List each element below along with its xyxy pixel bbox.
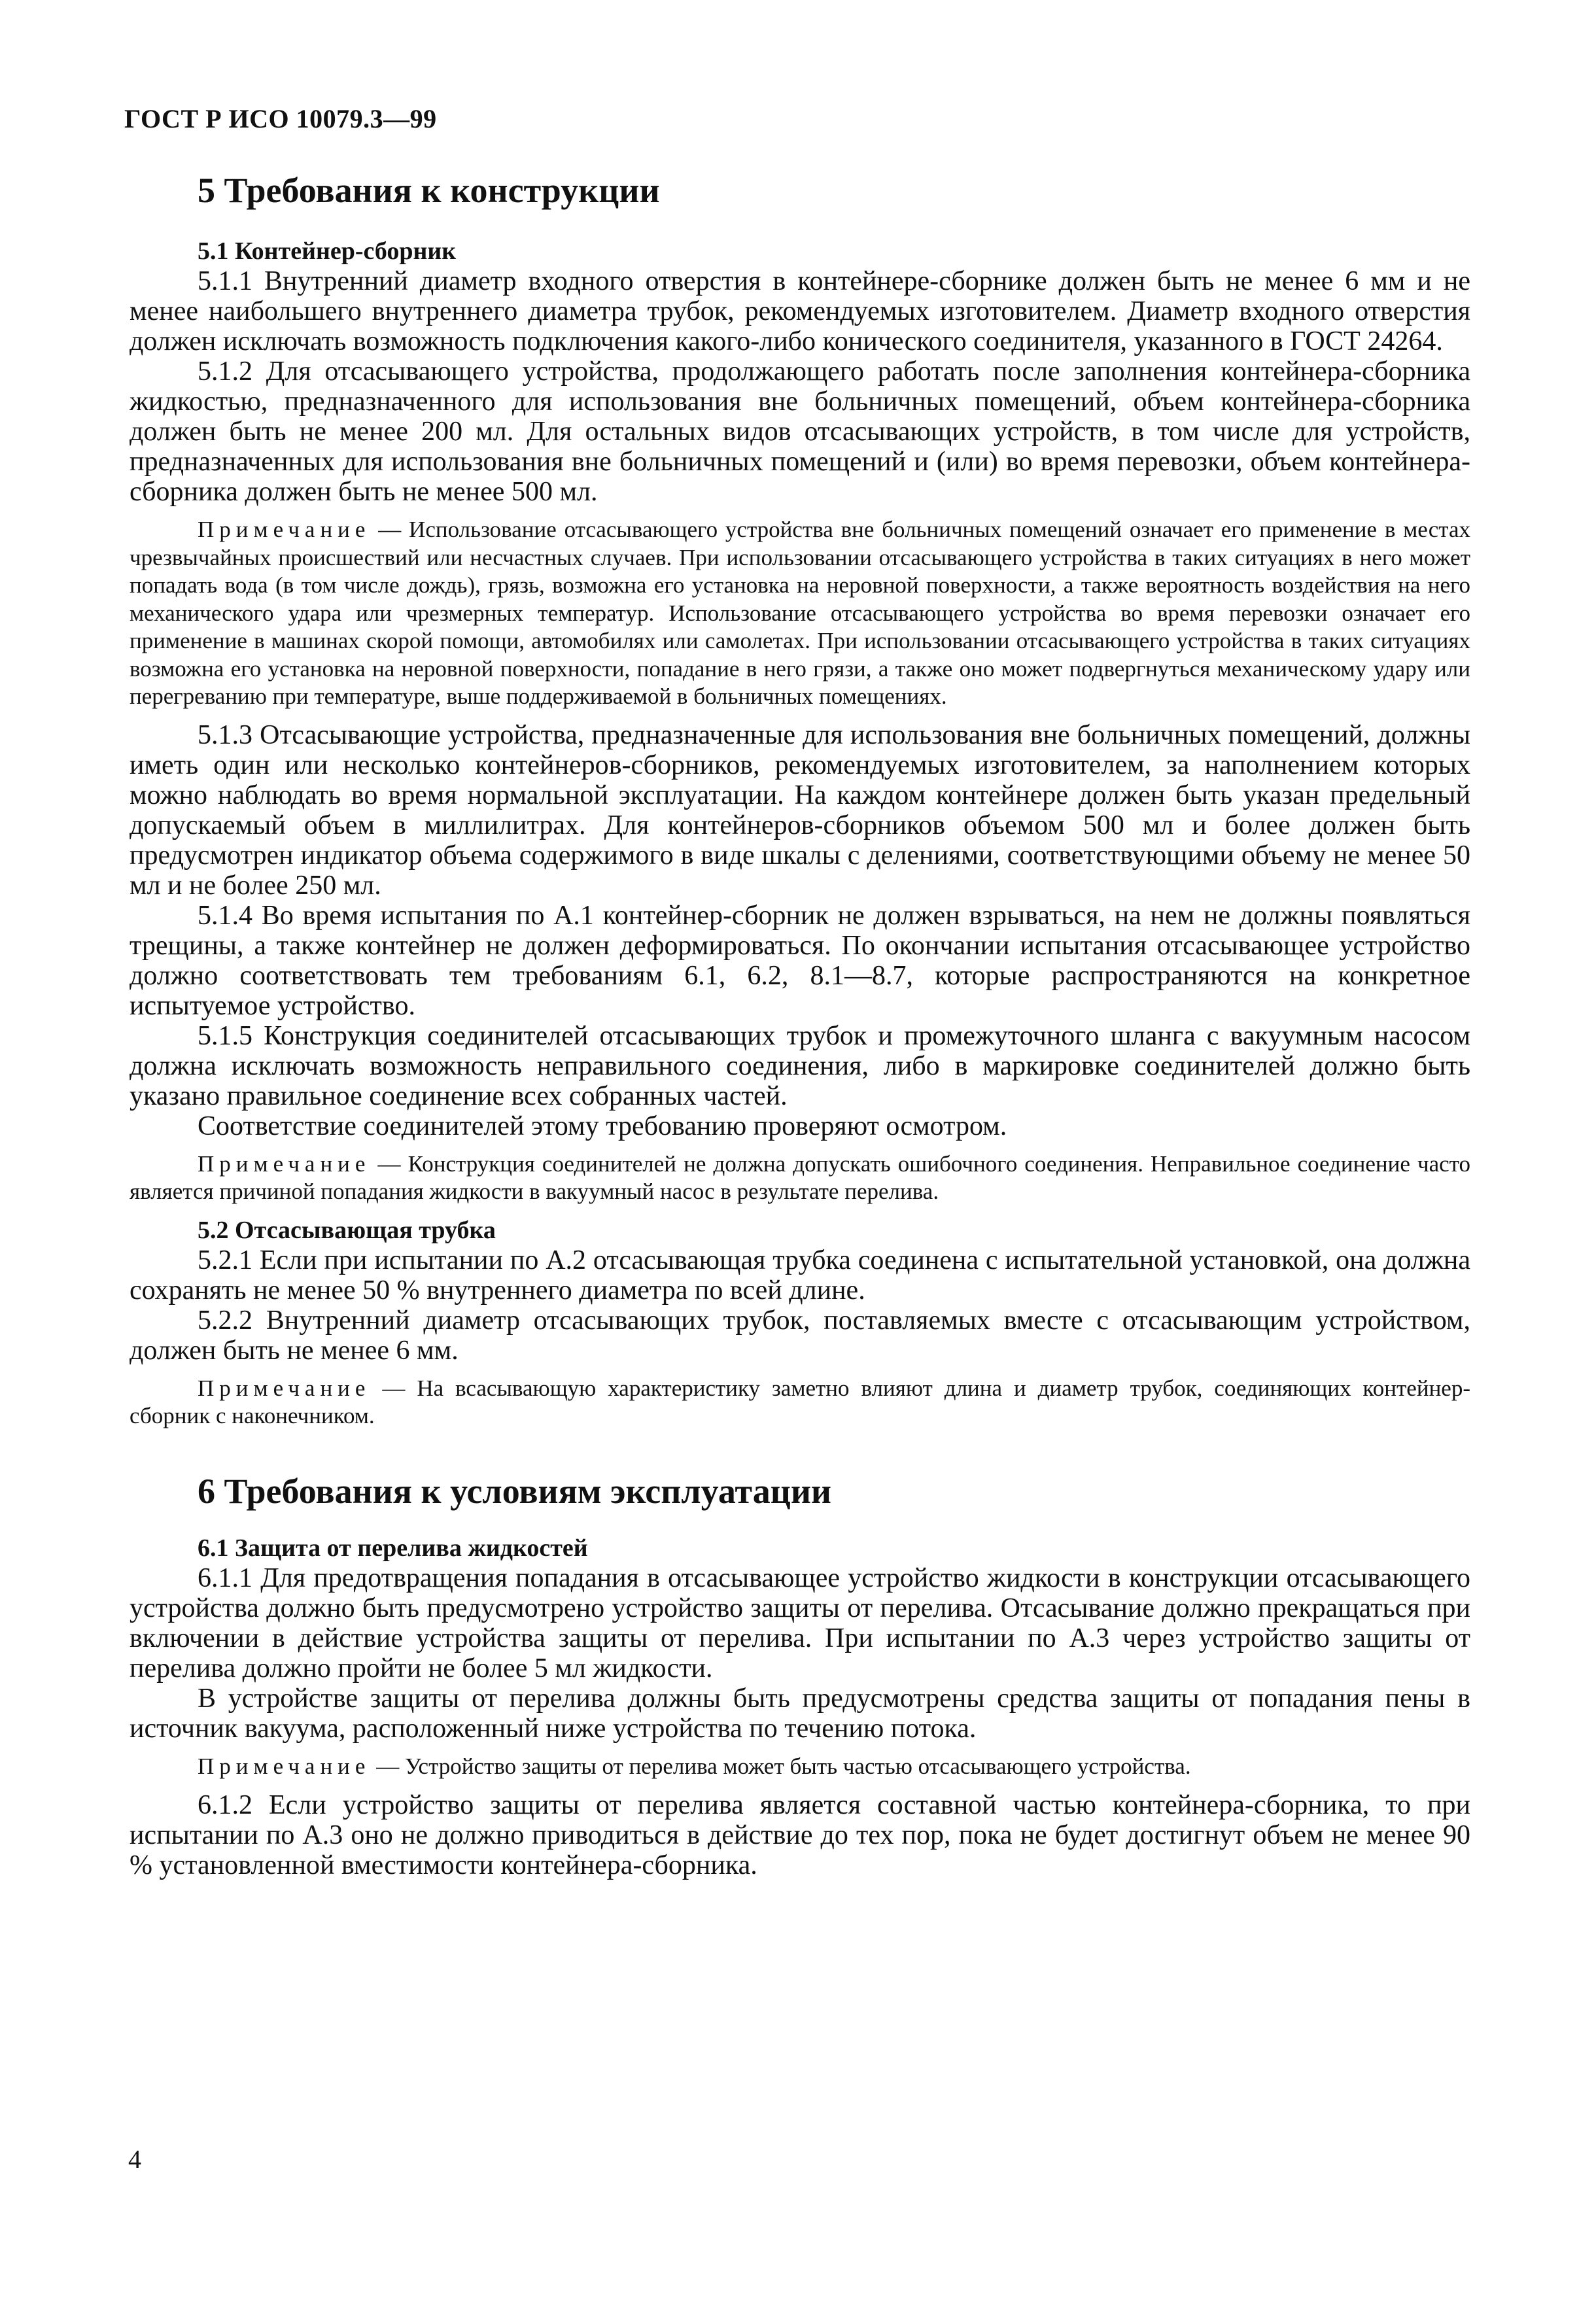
note-2 bbox=[130, 1150, 1470, 1206]
paragraph-5-1-5: 5.1.5 Конструкция соединителей отсасывающих трубок и промежуточного шланга с вакуумным насосом должна исключать возможность неправильного соединения, либо в маркировке соединителей должно быть указано правильное соединение всех собранных частей. bbox=[130, 1020, 1470, 1111]
paragraph-6-1-1-foam: В устройстве защиты от перелива должны быть предусмотрены средства защиты от попадания пены в источник вакуума, расположенный ниже устройства по течению потока. bbox=[130, 1684, 1470, 1744]
paragraph-6-1-2: 6.1.2 Если устройство защиты от перелива является составной частью контейнера-сборника, то при испытании по А.3 оно не должно приводиться в действие до тех пор, пока не будет достигнут объем не менее 90 % установленной вместимости контейнера-сборника. bbox=[130, 1789, 1470, 1880]
page-number: 4 bbox=[128, 2145, 141, 2174]
document-header: ГОСТ Р ИСО 10079.3—99 bbox=[124, 104, 437, 133]
note-label: Примечание bbox=[198, 1753, 371, 1780]
note-2-text: — Конструкция соединителей не должна допускать ошибочного соединения. Неправильное соединение часто является причиной попадания жидкости в вакуумный насос в результате перелива. bbox=[130, 1150, 1470, 1205]
document-body bbox=[130, 171, 1470, 1880]
note-label: Примечание bbox=[198, 517, 371, 543]
subsection-5-1-title: 5.1 Контейнер-сборник bbox=[198, 237, 457, 266]
paragraph-5-2-1: 5.2.1 Если при испытании по А.2 отсасывающая трубка соединена с испытательной установкой, она должна сохранять не менее 50 % внутреннего диаметра по всей длине. bbox=[130, 1245, 1470, 1305]
subsection-5-2-title: 5.2 Отсасывающая трубка bbox=[198, 1216, 496, 1244]
note-1 bbox=[130, 516, 1470, 711]
paragraph-5-1-2: 5.1.2 Для отсасывающего устройства, продолжающего работать после заполнения контейнера-сборника жидкостью, предназначенного для использования вне больничных помещений, объем контейнера-сборника должен быть не менее 200 мл. Для остальных видов отсасывающих устройств, в том числе для устройств, предназначенных для использования вне больничных помещений и (или) во время перевозки, объем контейнера-сборника должен быть не менее 500 мл. bbox=[130, 356, 1470, 508]
section-5-title: 5 Требования к конструкции bbox=[198, 171, 660, 210]
note-label: Примечание bbox=[198, 1375, 371, 1401]
paragraph-5-1-1: 5.1.1 Внутренний диаметр входного отверстия в контейнере-сборнике должен быть не менее 6 мм и не менее наибольшего внутреннего диаметра трубок, рекомендуемых изготовителем. Диаметр входного отверстия должен исключать возможность подключения какого-либо конического соединителя, указанного в ГОСТ 24264. bbox=[130, 266, 1470, 357]
note-4 bbox=[130, 1753, 1470, 1781]
subsection-6-1-title: 6.1 Защита от перелива жидкостей bbox=[198, 1534, 588, 1563]
note-3-text: — На всасывающую характеристику заметно влияют длина и диаметр трубок, соединяющих контейнер-сборник с наконечником. bbox=[130, 1375, 1470, 1429]
paragraph-5-1-5-check: Соответствие соединителей этому требованию проверяют осмотром. bbox=[198, 1111, 1007, 1141]
paragraph-5-1-4: 5.1.4 Во время испытания по А.1 контейнер-сборник не должен взрываться, на нем не должны появляться трещины, а также контейнер не должен деформироваться. По окончании испытания отсасывающее устройство должно соответствовать тем требованиям 6.1, 6.2, 8.1—8.7, которые распространяются на конкретное испытуемое устройство. bbox=[130, 900, 1470, 1021]
paragraph-5-1-3: 5.1.3 Отсасывающие устройства, предназначенные для использования вне больничных помещений, должны иметь один или несколько контейнеров-сборников, рекомендуемых изготовителем, за наполнением которых можно наблюдать во время нормальной эксплуатации. На каждом контейнере должен быть указан предельный допускаемый объем в миллилитрах. Для контейнеров-сборников объемом 500 мл и более должен быть предусмотрен индикатор объема содержимого в виде шкалы с делениями, соответствующими объему не менее 50 мл и не более 250 мл. bbox=[130, 719, 1470, 901]
note-label: Примечание bbox=[198, 1150, 371, 1177]
note-1-text: — Использование отсасывающего устройства вне больничных помещений означает его применение в местах чрезвычайных происшествий или несчастных случаев. При использовании отсасывающего устройства в таких ситуациях в него может попадать вода (в том числе дождь), грязь, возможна его установка на неровной поверхности, а также вероятность воздействия на него механического удара или чрезмерных температур. Использование отсасывающего устройства во время перевозки означает его применение в машинах скорой помощи, автомобилях или самолетах. При использовании отсасывающего устройства в таких ситуациях возможна его установка на неровной поверхности, попадание в него грязи, а также оно может подвергнуться механическому удару или перегреванию при температуре, выше поддерживаемой в больничных помещениях. bbox=[130, 517, 1470, 710]
note-3 bbox=[130, 1375, 1470, 1430]
paragraph-6-1-1: 6.1.1 Для предотвращения попадания в отсасывающее устройство жидкости в конструкции отсасывающего устройства должно быть предусмотрено устройство защиты от перелива. Отсасывание должно прекращаться при включении в действие устройства защиты от перелива. При испытании по А.3 через устройство защиты от перелива должно пройти не более 5 мл жидкости. bbox=[130, 1563, 1470, 1684]
section-6-title: 6 Требования к условиям эксплуатации bbox=[198, 1471, 832, 1511]
note-4-text: — Устройство защиты от перелива может быть частью отсасывающего устройства. bbox=[370, 1753, 1191, 1780]
paragraph-5-2-2: 5.2.2 Внутренний диаметр отсасывающих трубок, поставляемых вместе с отсасывающим устройством, должен быть не менее 6 мм. bbox=[130, 1305, 1470, 1366]
